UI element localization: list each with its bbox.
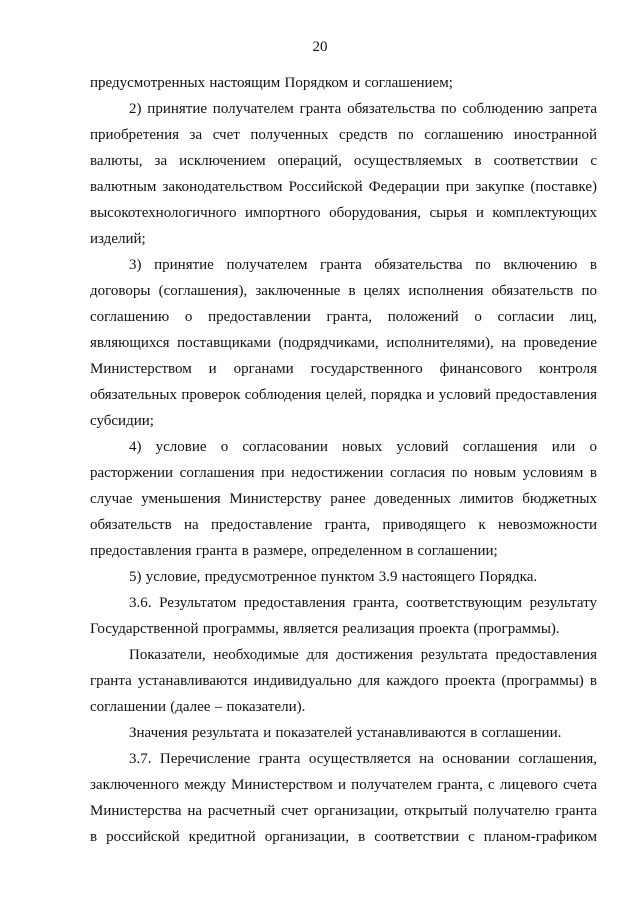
paragraph-item-3: 3) принятие получателем гранта обязательства по включению в договоры (соглашения), заключенные в целях исполнения обязательств по соглашению о предоставлении гранта, положений о согласии лиц, являющихся поставщиками (подрядчиками, исполнителями), на проведение Министерством и органами государственного финансового контроля обязательных проверок соблюдения целей, порядка и условий предоставления субсидии; bbox=[90, 257, 597, 429]
document-body bbox=[90, 70, 597, 850]
paragraph-values: Значения результата и показателей устанавливаются в соглашении. bbox=[129, 725, 562, 741]
paragraph-3-7: 3.7. Перечисление гранта осуществляется на основании соглашения, заключенного между Министерством и получателем гранта, с лицевого счета Министерства на расчетный счет организации, открытый получателю гранта в российской кредитной организации, в соответствии с планом-графиком bbox=[90, 751, 597, 845]
page-number: 20 bbox=[312, 39, 328, 55]
paragraph-3-6: 3.6. Результатом предоставления гранта, соответствующим результату Государственной программы, является реализация проекта (программы). bbox=[90, 595, 597, 637]
paragraph-item-4: 4) условие о согласовании новых условий соглашения или о расторжении соглашения при недостижении согласия по новым условиям в случае уменьшения Министерству ранее доведенных лимитов бюджетных обязательств на предоставление гранта, приводящего к невозможности предоставления гранта в размере, определенном в соглашении; bbox=[90, 439, 597, 559]
paragraph-continuation: предусмотренных настоящим Порядком и соглашением; bbox=[90, 75, 453, 91]
paragraph-item-2: 2) принятие получателем гранта обязательства по соблюдению запрета приобретения за счет полученных средств по соглашению иностранной валюты, за исключением операций, осуществляемых в соответствии с валютным законодательством Российской Федерации при закупке (поставке) высокотехнологичного импортного оборудования, сырья и комплектующих изделий; bbox=[90, 101, 597, 247]
paragraph-item-5: 5) условие, предусмотренное пунктом 3.9 настоящего Порядка. bbox=[129, 569, 538, 585]
paragraph-indicators: Показатели, необходимые для достижения результата предоставления гранта устанавливаются индивидуально для каждого проекта (программы) в соглашении (далее – показатели). bbox=[90, 647, 597, 715]
